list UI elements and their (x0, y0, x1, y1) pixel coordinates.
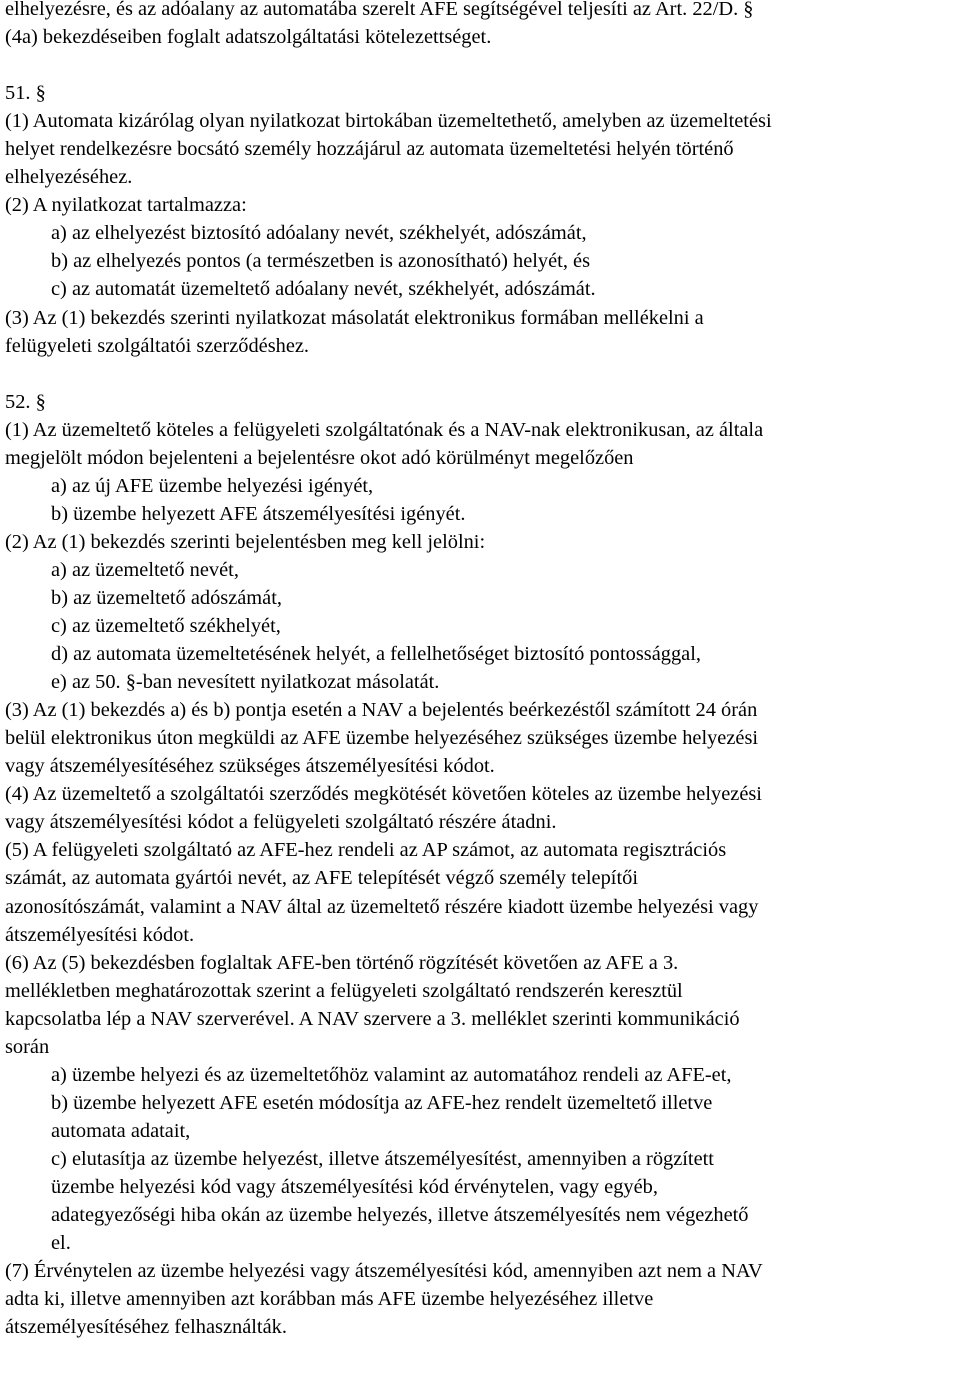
text-line: (1) Az üzemeltető köteles a felügyeleti szolgáltatónak és a NAV-nak elektronikusan, az általa (5, 418, 764, 441)
paragraph (5, 107, 957, 191)
list-item-line: a) az új AFE üzembe helyezési igényét, (51, 474, 374, 497)
list-item-line: c) az automatát üzemeltető adóalany nevét, székhelyét, adószámát. (51, 278, 596, 301)
list-item-line: e) az 50. §-ban nevesített nyilatkozat másolatát. (51, 671, 440, 694)
section-number: 52. § (5, 390, 46, 413)
paragraph (5, 304, 957, 360)
list-items (5, 1061, 957, 1257)
text-line: (3) Az (1) bekezdés a) és b) pontja esetén a NAV a bejelentés beérkezéstől számított 24 órán (5, 699, 758, 722)
text-line: során (5, 1035, 50, 1058)
list-item-line: b) üzembe helyezett AFE átszemélyesítési igényét. (51, 502, 466, 525)
paragraph (5, 416, 957, 472)
paragraph (5, 528, 957, 556)
paragraph-gap (5, 360, 957, 388)
text-line: (1) Automata kizárólag olyan nyilatkozat birtokában üzemeltethető, amelyben az üzemeltetési (5, 110, 772, 133)
list-item-line: a) az elhelyezést biztosító adóalany nevét, székhelyét, adószámát, (51, 222, 587, 245)
text-line: számát, az automata gyártói nevét, az AFE telepítését végző személy telepítői (5, 867, 638, 890)
text-line: (2) Az (1) bekezdés szerinti bejelentésben meg kell jelölni: (5, 530, 486, 553)
paragraph (5, 696, 957, 780)
list-item-line: d) az automata üzemeltetésének helyét, a fellelhetőséget biztosító pontossággal, (51, 643, 701, 666)
text-line: (7) Érvénytelen az üzembe helyezési vagy átszemélyesítési kód, amennyiben azt nem a NAV (5, 1260, 763, 1283)
list-items (5, 556, 957, 696)
text-line: belül elektronikus úton megküldi az AFE üzembe helyezéséhez szükséges üzembe helyezési (5, 727, 759, 750)
list-item-line: b) üzembe helyezett AFE esetén módosítja az AFE-hez rendelt üzemeltető illetve (51, 1091, 713, 1114)
text-line: helyet rendelkezésre bocsátó személy hozzájárul az automata üzemeltetési helyén történő (5, 138, 734, 161)
list-item-line: adategyezőségi hiba okán az üzembe helyezés, illetve átszemélyesítés nem végezhető (51, 1204, 749, 1227)
paragraph (5, 191, 957, 219)
list-item-line: automata adatait, (51, 1119, 191, 1142)
text-line: (6) Az (5) bekezdésben foglaltak AFE-ben történő rögzítését követően az AFE a 3. (5, 951, 679, 974)
text-line: azonosítószámát, valamint a NAV által az üzemeltető részére kiadott üzembe helyezési vagy (5, 895, 759, 918)
text-line: (4a) bekezdéseiben foglalt adatszolgáltatási kötelezettséget. (5, 26, 492, 49)
text-line: felügyeleti szolgáltatói szerződéshez. (5, 334, 310, 357)
text-line: vagy átszemélyesítési kódot a felügyeleti szolgáltató részére átadni. (5, 811, 557, 834)
paragraph-gap (5, 51, 957, 79)
text-line: átszemélyesítési kódot. (5, 923, 195, 946)
list-item-line: a) az üzemeltető nevét, (51, 558, 239, 581)
list-item-line: üzembe helyezési kód vagy átszemélyesítési kód érvénytelen, vagy egyéb, (51, 1175, 658, 1198)
text-line: adta ki, illetve amennyiben azt korábban más AFE üzembe helyezéséhez illetve (5, 1288, 654, 1311)
list-items (5, 472, 957, 528)
text-line: (5) A felügyeleti szolgáltató az AFE-hez rendeli az AP számot, az automata regisztrációs (5, 839, 727, 862)
text-line: átszemélyesítéséhez felhasználták. (5, 1316, 287, 1339)
text-line: mellékletben meghatározottak szerint a felügyeleti szolgáltató rendszerén keresztül (5, 979, 683, 1002)
text-line: megjelölt módon bejelenteni a bejelentésre okot adó körülményt megelőzően (5, 446, 634, 469)
list-item-line: b) az üzemeltető adószámát, (51, 586, 282, 609)
text-line: elhelyezésre, és az adóalany az automatába szerelt AFE segítségével teljesíti az Art. 22/D. § (5, 0, 754, 20)
section-heading (5, 388, 957, 416)
list-item-line: b) az elhelyezés pontos (a természetben is azonosítható) helyét, és (51, 250, 591, 273)
list-item-line: el. (51, 1232, 71, 1255)
text-line: (2) A nyilatkozat tartalmazza: (5, 194, 247, 217)
text-line: elhelyezéséhez. (5, 166, 133, 189)
paragraph (5, 0, 957, 51)
paragraph (5, 949, 957, 1061)
list-items (5, 219, 957, 303)
paragraph (5, 780, 957, 836)
document-page (5, 0, 957, 1341)
text-line: vagy átszemélyesítéséhez szükséges átszemélyesítési kódot. (5, 755, 495, 778)
list-item-line: c) elutasítja az üzembe helyezést, illetve átszemélyesítést, amennyiben a rögzített (51, 1147, 714, 1170)
text-line: kapcsolatba lép a NAV szerverével. A NAV szervere a 3. melléklet szerinti kommunikáció (5, 1007, 740, 1030)
paragraph (5, 1257, 957, 1341)
text-line: (4) Az üzemeltető a szolgáltatói szerződés megkötését követően köteles az üzembe helyezési (5, 783, 762, 806)
text-line: (3) Az (1) bekezdés szerinti nyilatkozat másolatát elektronikus formában mellékelni a (5, 306, 704, 329)
section-heading (5, 79, 957, 107)
paragraph (5, 836, 957, 948)
section-number: 51. § (5, 82, 46, 105)
list-item-line: c) az üzemeltető székhelyét, (51, 615, 281, 638)
list-item-line: a) üzembe helyezi és az üzemeltetőhöz valamint az automatához rendeli az AFE-et, (51, 1063, 732, 1086)
